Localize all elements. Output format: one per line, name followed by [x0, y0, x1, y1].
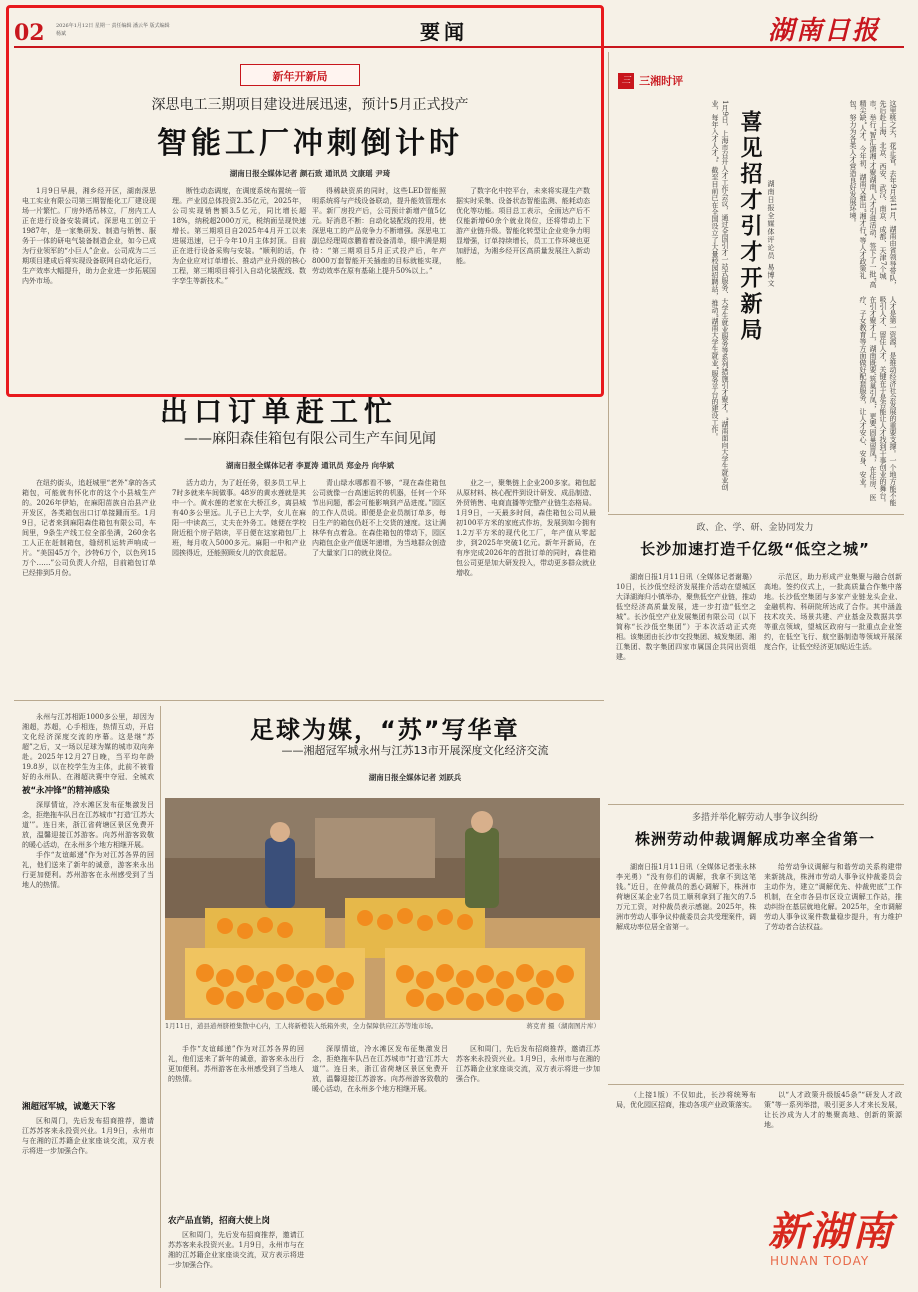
commentary-headline: 喜见招才引才开新局 [737, 110, 762, 344]
continuation-column-1: （上接1版）不仅如此，长沙将统筹布局，优化园区招商，推动各项产业政策落实。 [616, 1091, 756, 1109]
article-b-kicker: 多措并举化解劳动人事争议纠纷 [691, 813, 818, 823]
lead-column-2: 断性动态调度，在调度系统布置统一管理。产业园总体投资2.35亿元，2025年，公司实现销售额3.5亿元，同比增长超18%，纳税超2000万元，税纳面呈现快速增长。第三期项目自2025年4月开工以来进展迅速，已于今年10月主体封顶。目前正在进行设备采购与安装。“顺利的话，作为企业应对订单增长、推动产业升级的核心工程，第三期项目将引入自动化装配线、数字孪生等新技术。” [172, 187, 306, 285]
third-left-column: 深厚情谊，冷水滩区发布征集激发吕念，拒绝拖车队吕在江苏城市“打造‘江苏大道’”。连日来，浙江省荷塘区景区免费开放，温馨迎接江苏游客。向苏州游客致敬的暖心活动，在永州多个地方相继开展。 手作“友谊邮递”作为对江苏各界的回礼，他们送来了新年的诚意，游客来永出行更加便利。苏州游客在永州感受到了当地人的热情。 [22, 801, 154, 889]
photo-caption [165, 1022, 600, 1031]
commentary-byline: 湖南日报全媒体评论员 易博文 [767, 180, 775, 288]
second-column-2: 活力动力，为了赶任务，很多员工早上7时多就来车间做事。48岁的黄水莲就是其中一个。黄水莲的老家在大桥江乡，离县城有40多公里远。儿子已上大学，女儿在麻阳一中读高三，丈夫在外务工。她便在学校附近租个房子陪读，平日便在这家箱包厂上班，每月收入5000多元。麻阳一中和产业园挨得近，还能照顾女儿的饮食起居。 [172, 479, 306, 557]
lead-subtitle: 深思电工三期项目建设进展迅速，预计5月正式投产 [151, 97, 469, 113]
second-subtitle: ——麻阳森佳箱包有限公司生产车间见闻 [184, 431, 436, 447]
article-a-rule [608, 514, 904, 515]
column-divider [608, 52, 609, 512]
continuation-column-2: 以“人才政策升级版45条”“研发人才政策”等一系列举措，吸引更多人才来长发展，让长沙成为人才的集聚高地、创新的策源地。 [764, 1091, 902, 1129]
kicker-label: 新年开新局 [272, 70, 328, 83]
second-headline: 出口订单赶工忙 [160, 395, 399, 428]
article-b-column-2: 给劳动争议调解与和谐劳动关系构建带来新挑战，株洲市劳动人事争议仲裁委员会主动作为，建立“调解优先、仲裁兜底”工作机制，在全市各县市区设立调解工作站，推动纠纷在基层就地化解。2025年，全市调解劳动人事争议案件数量稳步提升，有力维护了劳动者合法权益。 [764, 863, 902, 931]
caption-text: 1月11日，道县道州脐橙集散中心内，工人将新橙装入纸箱外卖，全力保障供应江苏等地市场。 [165, 1022, 438, 1030]
third-bottom-column-3: 深厚情谊，冷水滩区发布征集激发吕念，拒绝拖车队吕在江苏城市“打造‘江苏大道’”。连日来，浙江省荷塘区景区免费开放，温馨迎接江苏游客。向苏州游客致敬的暖心活动，在永州多个地方相继开展。 [312, 1045, 448, 1093]
third-subtitle: ——湘超冠军城永州与江苏13市开展深度文化经济交流 [281, 744, 549, 757]
third-rule [14, 700, 604, 701]
third-bottom-column-4: 区和周门，先后发布招商推荐，邀请江苏苏客来永投资兴业。1月9日，永州市与在湘的江苏籍企业家座谈交流，双方表示将进一步加强合作。 [456, 1045, 600, 1083]
second-byline: 湖南日报全媒体记者 李夏涛 通讯员 郑金丹 向华斌 [226, 461, 394, 470]
left-column-divider [160, 706, 161, 1288]
masthead-meta: 2026年1月12日 星期一 责任编辑 潘云华 版式编辑 杨斌 [56, 23, 170, 37]
article-a-kicker: 政、企、学、研、金协同发力 [696, 523, 814, 533]
article-a-headline: 长沙加速打造千亿级“低空之城” [640, 540, 870, 558]
newspaper-logo: 湖南日报 [768, 16, 881, 46]
continuation-rule [608, 1084, 904, 1085]
watermark-logo: 新湖南 [768, 1209, 894, 1255]
third-subhead-3: 农产品直销，招商大使上岗 [168, 1216, 271, 1226]
article-a-column-2: 示范区，助力形成产业集聚与融合创新高地。签约仪式上，一批高质量合作集中落地。长沙低空集团与多家产业链龙头企业、金融机构、科研院所达成了合作。其中涵盖技术攻关、场景共建、产业基金及数据共享等重点领域，望城区政府与一批重点企业签约，在低空飞行、航空器制造等领域开展深度合作，让低空经济更加贴近生活。 [764, 573, 902, 651]
commentary-column-1: 1月9日，上海市召开人才工作会议，通过全国引才一站式服务、大学生就业服务等系列措施引才聚才。“湖南面向大学生就业创业，每年入才人才”。截至目前已在全国设立了大量校园招聘站，推动“湖南大学生就业”服务平台的建设工作。 [711, 100, 729, 491]
page-number: 02 [14, 20, 45, 46]
lead-column-3: 得稀缺资质的同时，这些LED智能照明系统将与产线设备联动，提升能效管理水平。新厂房投产后，公司预计新增产值5亿元。好消息不断：自动化装配线的投用，使深思电工的产品竞争力不断增强。深思电工副总经理周彦鹏看着设备清单，眼中满是期待：“第三期项目5月正式投产后，年产8000万套智能开关插座的目标就能实现，劳动效率在原有基础上提升50%以上。” [312, 187, 446, 275]
third-subhead-1: 被“永冲锋”的精神感染 [22, 786, 110, 796]
third-headline: 足球为媒，“苏”写华章 [250, 716, 520, 744]
third-intro: 永州与江苏相距1000多公里，却因为湘超，苏超，心手相连，热情互动，开启文化经济深度交流的序幕。这是继“苏超”之后，又一场以足球为媒的城市双向奔赴。2025年12月27日晚，当平均年龄19.8岁，以在校学生为主体，此前不被看好的永州队，在湘超决赛中夺冠，全城欢 [22, 713, 154, 780]
article-b-headline: 株洲劳动仲裁调解成功率全省第一 [634, 830, 875, 848]
lead-column-4: 了数字化中控平台，未来将实现生产数据实时采集、设备状态智能监测、能耗动态优化等功能。项目总工表示，全面达产后不仅能新增60余个就业岗位，还将带动上下游产业链升级。智能化转型让企业竞争力明显增强，订单持续增长，员工工作环境也更加舒适，为湘乡经开区高质量发展注入新动能。 [456, 187, 590, 265]
third-left-column-2: 区和周门，先后发布招商推荐，邀请江苏苏客来永投资兴业。1月9日，永州市与在湘的江苏籍企业家座谈交流，双方表示将进一步加强合作。 [22, 1117, 154, 1155]
orange-crates-photo [165, 798, 600, 1020]
commentary-column-name: 三湘时评 [639, 74, 684, 88]
section-title: 要闻 [420, 20, 468, 44]
commentary-mark-icon: 三 [618, 73, 634, 89]
second-column-1: 在纽约街头，追赶城里“老外”拿的各式箱包，可能就有怀化市的这个小县城生产的。2026年伊始，在麻阳苗族自治县产业开发区，各类箱包出口订单接踵而至。1月9日，记者来到麻阳森佳箱包有限公司，车间里，9条生产线工位全部坐满，260余名工人正在赶制箱包，缝纫机运转声响成一片。“美国45万个，沙特6万个，以色列15万个……”公司负责人介绍，目前箱包订单已经排到5月份。 [22, 479, 156, 577]
second-column-4: 业之一，聚集链上企业200多家。箱包起从原材料、核心配件到设计研发、成品制造、外贸销售、电商直播等完整产业链生态格局。1月9日，一天最多时间，森佳箱包公司从最初100平方米的家庭式作坊，发展到如今拥有1.2万平方米的现代化工厂，年产值从零起步，到2025年突破1亿元。新年开新局，在有序完成2026年的首批订单的同时，森佳箱包公司更是加大研发投入，带动更多群众就业增收。 [456, 479, 596, 577]
commentary-column-3: 人才是第一资源，是推动经济社会发展的重要支撑。一个地方能不能吸引人才、留住人才，关键在于是否能让人才找到干事创业的舞台。在引才聚才上，湖南既要‘筑巢引凤’，更要‘固巢留凤’，在住房、医疗、子女教育等方面做好配套服务，让人才安心、安身、安业。 [859, 296, 897, 506]
commentary-column-2: 这里桃之夭，花正香。去年9月至11月，湖南由省领导带队，先后赴上海、北京、西安、武汉、南京、成都、天津7个城市，举行“智汇潇湘·才聚湖南”人才引进活动，签下了一批“高精尖缺”人才。今年初，湖南又推出“湘才行”等人才政策礼包，努力为各类人才营造良好发展环境。 [849, 100, 897, 289]
article-a-column-1: 湖南日报1月11日讯（全媒体记者谢璐）10日，长沙低空经济发展推介活动在望城区大泽湖海归小镇举办，聚焦低空产业链，推动低空经济高质量发展，进一步打造“低空之城”。长沙低空产业发展集团有限公司（以下简称“长沙低空集团”）于本次活动正式亮相。该集团由长沙市交投集团、城发集团、湘江集团、数字集团四家市属国企共同出资组建。 [616, 573, 756, 661]
news-photo [165, 798, 600, 1020]
third-bottom-column-2: 区和周门，先后发布招商推荐，邀请江苏苏客来永投资兴业。1月9日，永州市与在湘的江苏籍企业家座谈交流，双方表示将进一步加强合作。 [168, 1231, 304, 1269]
lead-byline: 湖南日报全媒体记者 颜石致 通讯员 文康瑶 尹琦 [229, 169, 391, 178]
second-column-3: 青山绿水哪都看不够，“现在森佳箱包公司就像一台高速运转的机器，任何一个环节出问题，都会可能影响到产品进度。”园区的工作人员说。即便是企业员制订单多，每日生产的箱包仍赶不上交货的速度。这让满林华有点着急。在森佳箱包的带动下，园区内箱包企业产值逐年递增，为当地群众创造了大量家门口的就业岗位。 [312, 479, 446, 557]
kicker-box [240, 64, 360, 86]
photo-credit: 蒋克青 摄（湖南图片库） [526, 1022, 600, 1030]
lead-column-1: 1月9日早晨，湘乡经开区，湖南深思电工实业有限公司第三期智能化工厂建设现场一片繁忙。厂房外塔吊林立，厂房内工人正在进行设备安装调试。深思电工创立于1987年，是一家集研发、制造与销售、服务于一体的研电气装备制造企业，如今已成为行业领军的“小巨人”企业。公司成为二三期项目建成后将实现设备联网自动化运行，生产效率大幅提升，助力企业进一步拓展国内外市场。 [22, 187, 156, 285]
third-subhead-2: 湘超冠军城，诚邀天下客 [22, 1102, 116, 1112]
third-byline: 湖南日报全媒体记者 刘跃兵 [368, 773, 462, 782]
lead-headline: 智能工厂冲刺倒计时 [157, 126, 463, 161]
commentary-logo [618, 70, 708, 92]
article-b-rule [608, 804, 904, 805]
third-bottom-column-1: 手作“友谊邮递”作为对江苏各界的回礼，他们送来了新年的诚意，游客来永出行更加便利。苏州游客在永州感受到了当地人的热情。 [168, 1045, 304, 1083]
watermark-english: HUNAN TODAY [770, 1254, 870, 1268]
article-b-column-1: 湖南日报1月11日讯（全媒体记者张永林 李光勇）“没有你们的调解，我拿不到这笔钱。”近日，在仲裁员的悉心调解下，株洲市荷塘区某企业7名员工顺利拿到了拖欠的7.5万元工资，对仲裁员表示感谢。2025年，株洲市劳动人事争议仲裁委员会共受理案件，调解成功率位居全省第一。 [616, 863, 756, 931]
